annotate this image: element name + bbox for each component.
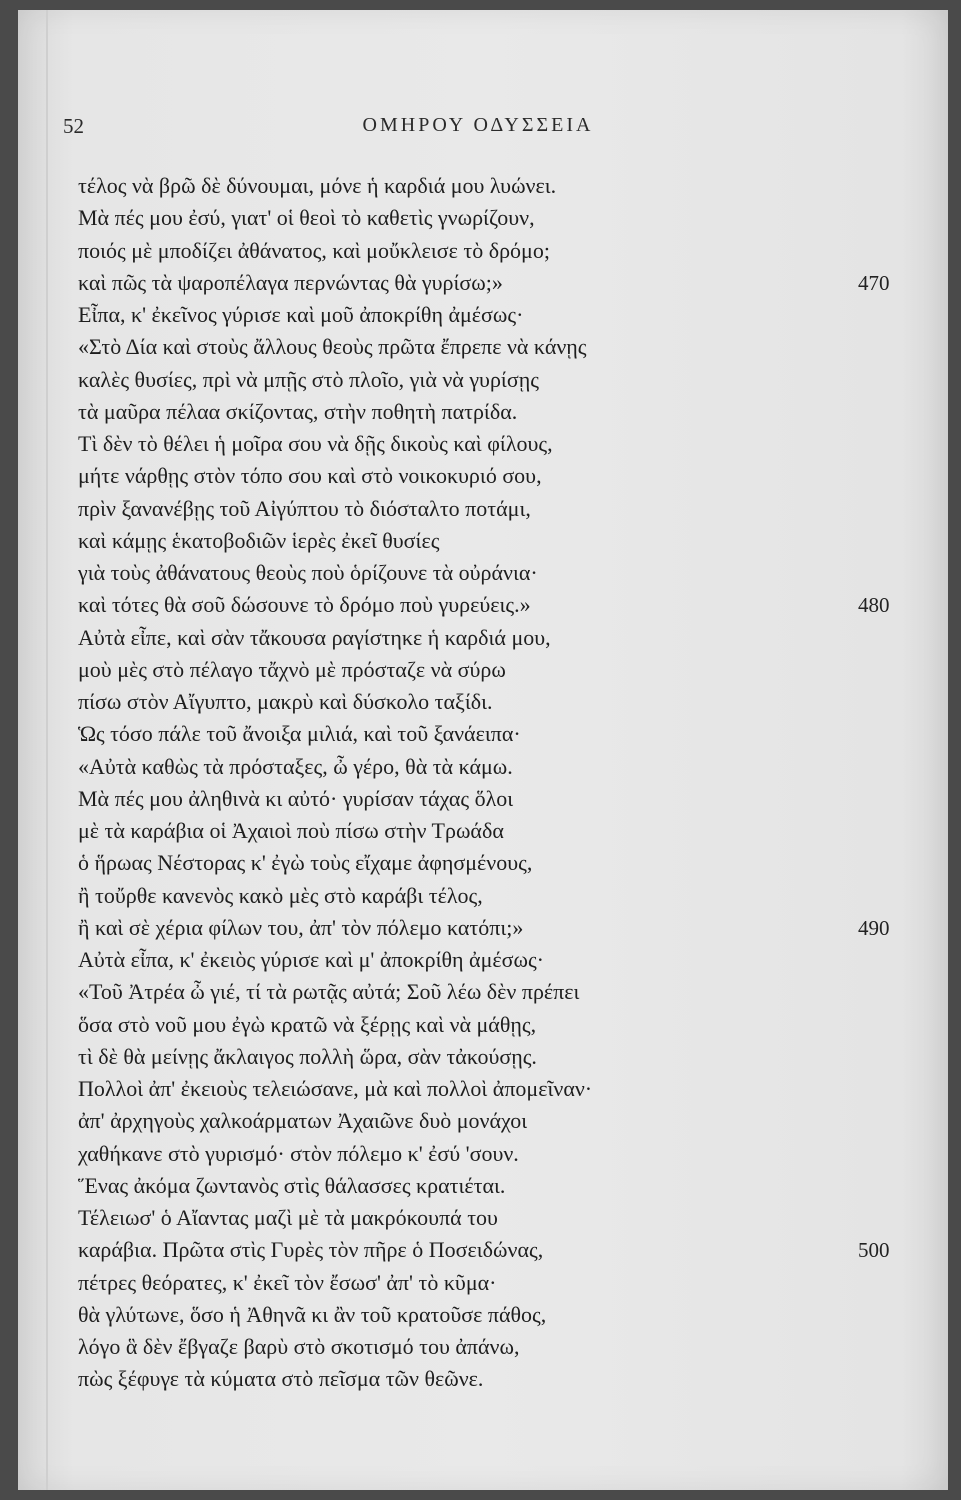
verse-line: [78, 622, 938, 654]
verse-line: [78, 202, 938, 234]
verse-line: [78, 299, 938, 331]
verse-text: ὅσα στὸ νοῦ μου ἐγὼ κρατῶ νὰ ξέρῃς καὶ νὰ μάθῃς,: [78, 1011, 537, 1037]
verse-text: τὶ δὲ θὰ μείνῃς ἄκλαιγος πολλὴ ὥρα, σὰν τἀκούσῃς.: [78, 1043, 537, 1069]
verse-line: [78, 267, 938, 299]
running-title: ΟΜΗΡΟΥ ΟΔΥΣΣΕΙΑ: [362, 114, 594, 136]
verse-text: πὼς ξέφυγε τὰ κύματα στὸ πεῖσμα τῶν θεῶνε.: [78, 1366, 484, 1392]
line-number: 470: [858, 270, 890, 295]
verse-text: Ἕνας ἀκόμα ζωντανὸς στὶς θάλασσες κρατιέται.: [78, 1172, 506, 1198]
verse-line: [78, 1041, 938, 1073]
verse-line: [78, 686, 938, 718]
page-edge-divider: [46, 10, 48, 1490]
line-number: 500: [858, 1238, 890, 1263]
verse-text: «Αὐτὰ καθὼς τὰ πρόσταξες, ὦ γέρο, θὰ τὰ κάμω.: [78, 753, 513, 779]
verse-line: [78, 428, 938, 460]
verse-line: [78, 1331, 938, 1363]
verse-text: Μὰ πές μου ἀληθινὰ κι αὐτό· γυρίσαν τάχας ὅλοι: [78, 785, 514, 811]
verse-text: τέλος νὰ βρῶ δὲ δύνουμαι, μόνε ἡ καρδιά μου λυώνει.: [78, 173, 557, 198]
verse-line: [78, 718, 938, 750]
verse-text: ἢ τοὔρθε κανενὸς κακὸ μὲς στὸ καράβι τέλος,: [78, 882, 483, 908]
verse-text: μήτε νάρθῃς στὸν τόπο σου καὶ στὸ νοικοκυριό σου,: [78, 463, 542, 489]
verse-line: [78, 1170, 938, 1202]
verse-line: [78, 912, 938, 944]
verse-line: [78, 654, 938, 686]
verse-text: πρὶν ξανανέβῃς τοῦ Αἰγύπτου τὸ διόσταλτο ποτάμι,: [78, 495, 531, 521]
verse-text: χαθήκανε στὸ γυρισμό· στὸν πόλεμο κ' ἐσύ 'σουν.: [78, 1140, 519, 1166]
verse-text: θὰ γλύτωνε, ὅσο ἡ Ἀθηνᾶ κι ἂν τοῦ κρατοῦσε πάθος,: [78, 1301, 547, 1327]
page-header: [18, 114, 948, 144]
verse-line: [78, 170, 938, 202]
verse-text: Ὡς τόσο πάλε τοῦ ἄνοιξα μιλιά, καὶ τοῦ ξανάειπα·: [78, 721, 521, 747]
verse-line: [78, 493, 938, 525]
verse-line: [78, 396, 938, 428]
verse-line: [78, 557, 938, 589]
verse-line: [78, 235, 938, 267]
verse-line: [78, 1138, 938, 1170]
verse-text: «Τοῦ Ἀτρέα ὦ γιέ, τί τὰ ρωτᾷς αὐτά; Σοῦ λέω δὲν πρέπει: [78, 979, 580, 1005]
verse-text: ἢ καὶ σὲ χέρια φίλων του, ἀπ' τὸν πόλεμο κατόπι;»: [78, 914, 524, 940]
verse-text: «Στὸ Δία καὶ στοὺς ἄλλους θεοὺς πρῶτα ἔπρεπε νὰ κάνῃς: [78, 334, 587, 360]
verse-text: καὶ κάμῃς ἑκατοβοδιῶν ἱερὲς ἐκεῖ θυσίες: [78, 527, 440, 553]
verse-text: μὲ τὰ καράβια οἱ Ἀχαιοὶ ποὺ πίσω στὴν Τρωάδα: [78, 818, 504, 843]
verse-line: [78, 751, 938, 783]
verse-line: [78, 847, 938, 879]
verse-text: γιὰ τοὺς ἀθάνατους θεοὺς ποὺ ὁρίζουνε τὰ οὐράνια·: [78, 560, 538, 585]
verse-text: τὰ μαῦρα πέλαα σκίζοντας, στὴν ποθητὴ πατρίδα.: [78, 398, 518, 424]
line-number: 480: [858, 593, 890, 618]
verse-text: ὁ ἥρωας Νέστορας κ' ἐγὼ τοὺς εἴχαμε ἀφησμένους,: [78, 850, 533, 876]
verse-line: [78, 1234, 938, 1266]
verse-text: καράβια. Πρῶτα στὶς Γυρὲς τὸν πῆρε ὁ Ποσειδώνας,: [78, 1237, 544, 1263]
verse-line: [78, 1202, 938, 1234]
verse-text: μοὺ μὲς στὸ πέλαγο τἄχνὸ μὲ πρόσταζε νὰ σύρω: [78, 656, 506, 682]
verse-text: Αὐτὰ εἶπε, καὶ σὰν τἄκουσα ραγίστηκε ἡ καρδιά μου,: [78, 624, 551, 650]
verse-text: ποιός μὲ μποδίζει ἀθάνατος, καὶ μοὔκλεισε τὸ δρόμο;: [78, 237, 550, 263]
verse-line: [78, 1105, 938, 1137]
verse-line: [78, 880, 938, 912]
verse-line: [78, 364, 938, 396]
verse-text: Τέλειωσ' ὁ Αἴαντας μαζὶ μὲ τὰ μακρόκουπά του: [78, 1205, 498, 1230]
verse-text: καλὲς θυσίες, πρὶ νὰ μπῇς στὸ πλοῖο, γιὰ νὰ γυρίσῃς: [78, 366, 539, 392]
verse-text: Μὰ πές μου ἐσύ, γιατ' οἱ θεοὶ τὸ καθετὶς γνωρίζουν,: [78, 205, 535, 231]
line-number: 490: [858, 915, 890, 940]
verse-line: [78, 783, 938, 815]
verse-line: [78, 815, 938, 847]
verse-line: [78, 331, 938, 363]
verse-line: [78, 1073, 938, 1105]
verse-block: [78, 170, 938, 1396]
verse-text: Τὶ δὲν τὸ θέλει ἡ μοῖρα σου νὰ δῇς δικοὺς καὶ φίλους,: [78, 431, 553, 456]
verse-line: [78, 976, 938, 1008]
verse-text: λόγο ἃ δὲν ἔβγαζε βαρὺ στὸ σκοτισμό του ἀπάνω,: [78, 1334, 520, 1359]
verse-line: [78, 589, 938, 621]
verse-text: Πολλοὶ ἀπ' ἐκειοὺς τελειώσανε, μὰ καὶ πολλοὶ ἀπομεῖναν·: [78, 1076, 593, 1101]
verse-text: πίσω στὸν Αἴγυπτο, μακρὺ καὶ δύσκολο ταξίδι.: [78, 689, 493, 714]
verse-line: [78, 1009, 938, 1041]
verse-text: Αὐτὰ εἶπα, κ' ἐκειὸς γύρισε καὶ μ' ἀποκρίθη ἀμέσως·: [78, 947, 544, 972]
verse-line: [78, 1299, 938, 1331]
page-number: 52: [63, 114, 84, 138]
verse-text: καὶ πῶς τὰ ψαροπέλαγα περνώντας θὰ γυρίσω;»: [78, 269, 503, 295]
verse-line: [78, 944, 938, 976]
verse-line: [78, 525, 938, 557]
verse-text: πέτρες θεόρατες, κ' ἐκεῖ τὸν ἔσωσ' ἀπ' τὸ κῦμα·: [78, 1269, 497, 1295]
verse-text: καὶ τότες θὰ σοῦ δώσουνε τὸ δρόμο ποὺ γυρεύεις.»: [78, 592, 531, 618]
verse-line: [78, 460, 938, 492]
book-page: [18, 10, 948, 1490]
verse-text: Εἶπα, κ' ἐκεῖνος γύρισε καὶ μοῦ ἀποκρίθη ἀμέσως·: [78, 302, 524, 327]
verse-line: [78, 1267, 938, 1299]
verse-text: ἀπ' ἀρχηγοὺς χαλκοάρματων Ἀχαιῶνε δυὸ μονάχοι: [78, 1108, 528, 1134]
verse-line: [78, 1363, 938, 1395]
